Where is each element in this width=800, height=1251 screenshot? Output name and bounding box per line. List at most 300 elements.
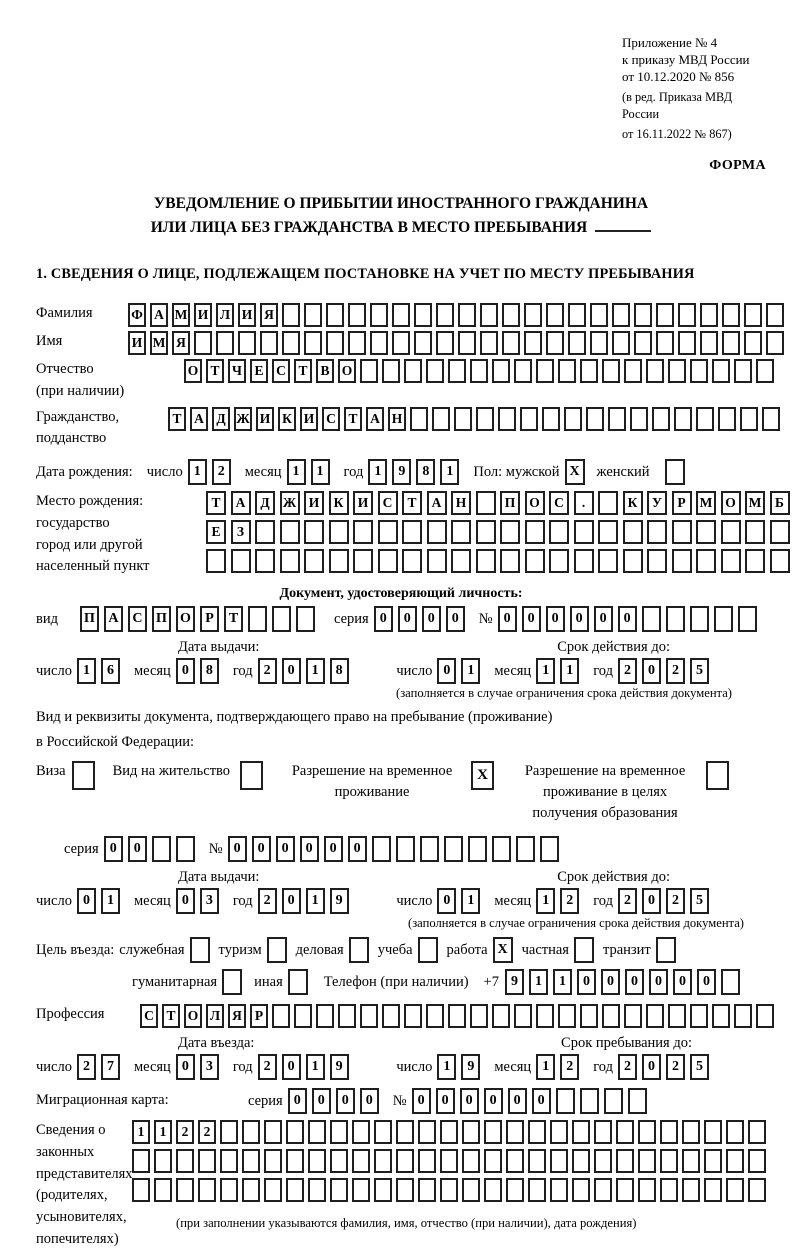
char-box[interactable] <box>286 1178 304 1202</box>
char-box[interactable] <box>396 1178 414 1202</box>
char-box[interactable]: 0 <box>398 606 417 632</box>
char-box[interactable] <box>748 1178 766 1202</box>
char-box[interactable] <box>612 331 630 355</box>
char-box[interactable] <box>396 836 415 862</box>
char-box[interactable] <box>540 836 559 862</box>
char-box[interactable] <box>427 520 447 544</box>
char-box[interactable] <box>348 331 366 355</box>
char-box[interactable] <box>549 549 569 573</box>
char-box[interactable] <box>568 331 586 355</box>
char-box[interactable]: 0 <box>437 888 456 914</box>
char-box[interactable]: 1 <box>311 459 330 485</box>
char-box[interactable]: 1 <box>154 1120 172 1144</box>
char-box[interactable]: Н <box>451 491 471 515</box>
char-box[interactable]: Д <box>255 491 275 515</box>
char-box[interactable]: А <box>190 407 208 431</box>
char-box[interactable] <box>623 520 643 544</box>
char-box[interactable] <box>392 331 410 355</box>
char-box[interactable] <box>690 1004 708 1028</box>
checkbox-tranzit[interactable] <box>656 937 676 963</box>
char-box[interactable] <box>462 1149 480 1173</box>
checkbox-inaya[interactable] <box>288 969 308 995</box>
char-box[interactable] <box>546 303 564 327</box>
char-box[interactable] <box>598 549 618 573</box>
char-box[interactable] <box>353 549 373 573</box>
char-box[interactable] <box>580 1088 599 1114</box>
char-box[interactable] <box>572 1120 590 1144</box>
char-box[interactable] <box>353 520 373 544</box>
char-box[interactable] <box>718 407 736 431</box>
char-box[interactable] <box>378 520 398 544</box>
char-box[interactable] <box>458 331 476 355</box>
char-box[interactable] <box>528 1120 546 1144</box>
char-box[interactable]: 1 <box>536 1054 555 1080</box>
char-box[interactable]: 1 <box>306 1054 325 1080</box>
char-box[interactable] <box>682 1149 700 1173</box>
char-box[interactable] <box>525 549 545 573</box>
char-box[interactable] <box>480 331 498 355</box>
char-box[interactable] <box>440 1178 458 1202</box>
char-box[interactable]: Р <box>672 491 692 515</box>
char-box[interactable] <box>326 331 344 355</box>
char-box[interactable]: 7 <box>101 1054 120 1080</box>
char-box[interactable] <box>586 407 604 431</box>
char-box[interactable] <box>678 303 696 327</box>
char-box[interactable] <box>700 331 718 355</box>
char-box[interactable]: 9 <box>330 888 349 914</box>
char-box[interactable] <box>492 359 510 383</box>
char-box[interactable]: Я <box>172 331 190 355</box>
char-box[interactable]: 1 <box>461 888 480 914</box>
char-box[interactable]: Т <box>402 491 422 515</box>
char-box[interactable]: 0 <box>498 606 517 632</box>
char-box[interactable] <box>528 1149 546 1173</box>
char-box[interactable]: 0 <box>252 836 271 862</box>
char-box[interactable] <box>206 549 226 573</box>
char-box[interactable] <box>525 520 545 544</box>
char-box[interactable] <box>704 1120 722 1144</box>
char-box[interactable] <box>484 1120 502 1144</box>
char-box[interactable] <box>418 1120 436 1144</box>
char-box[interactable]: А <box>366 407 384 431</box>
char-box[interactable] <box>598 520 618 544</box>
char-box[interactable] <box>638 1120 656 1144</box>
char-box[interactable]: 2 <box>560 1054 579 1080</box>
char-box[interactable]: 0 <box>642 888 661 914</box>
checkbox-rabota[interactable]: X <box>493 937 513 963</box>
checkbox-chastnaya[interactable] <box>574 937 594 963</box>
char-box[interactable] <box>220 1120 238 1144</box>
char-box[interactable] <box>726 1120 744 1144</box>
char-box[interactable]: 2 <box>212 459 231 485</box>
char-box[interactable]: 8 <box>416 459 435 485</box>
char-box[interactable]: А <box>150 303 168 327</box>
char-box[interactable]: 2 <box>258 888 277 914</box>
char-box[interactable]: Л <box>206 1004 224 1028</box>
char-box[interactable]: 0 <box>697 969 716 995</box>
char-box[interactable]: 2 <box>618 1054 637 1080</box>
char-box[interactable] <box>476 549 496 573</box>
char-box[interactable] <box>484 1149 502 1173</box>
char-box[interactable] <box>502 331 520 355</box>
char-box[interactable] <box>451 549 471 573</box>
char-box[interactable]: 0 <box>176 658 195 684</box>
char-box[interactable]: 1 <box>560 658 579 684</box>
char-box[interactable] <box>524 303 542 327</box>
char-box[interactable] <box>260 331 278 355</box>
char-box[interactable]: 0 <box>649 969 668 995</box>
char-box[interactable] <box>414 331 432 355</box>
char-box[interactable] <box>721 969 740 995</box>
char-box[interactable] <box>726 1149 744 1173</box>
char-box[interactable] <box>238 331 256 355</box>
char-box[interactable] <box>329 520 349 544</box>
char-box[interactable] <box>564 407 582 431</box>
char-box[interactable]: А <box>427 491 447 515</box>
char-box[interactable] <box>248 606 267 632</box>
char-box[interactable] <box>396 1149 414 1173</box>
char-box[interactable] <box>756 1004 774 1028</box>
char-box[interactable]: Р <box>250 1004 268 1028</box>
char-box[interactable] <box>330 1178 348 1202</box>
char-box[interactable] <box>352 1120 370 1144</box>
char-box[interactable] <box>556 1088 575 1114</box>
char-box[interactable] <box>726 1178 744 1202</box>
char-box[interactable]: С <box>322 407 340 431</box>
char-box[interactable] <box>580 1004 598 1028</box>
char-box[interactable] <box>744 331 762 355</box>
char-box[interactable]: 1 <box>440 459 459 485</box>
char-box[interactable] <box>132 1178 150 1202</box>
char-box[interactable] <box>370 303 388 327</box>
char-box[interactable] <box>590 303 608 327</box>
char-box[interactable]: 8 <box>200 658 219 684</box>
char-box[interactable] <box>666 606 685 632</box>
char-box[interactable] <box>410 407 428 431</box>
char-box[interactable] <box>630 407 648 431</box>
char-box[interactable] <box>255 520 275 544</box>
char-box[interactable] <box>721 520 741 544</box>
char-box[interactable] <box>220 1178 238 1202</box>
char-box[interactable]: 9 <box>461 1054 480 1080</box>
char-box[interactable] <box>616 1149 634 1173</box>
char-box[interactable] <box>480 303 498 327</box>
char-box[interactable] <box>152 836 171 862</box>
char-box[interactable]: 1 <box>461 658 480 684</box>
char-box[interactable] <box>634 303 652 327</box>
char-box[interactable]: 0 <box>422 606 441 632</box>
char-box[interactable]: 0 <box>642 1054 661 1080</box>
char-box[interactable] <box>462 1178 480 1202</box>
char-box[interactable] <box>255 549 275 573</box>
char-box[interactable]: 6 <box>101 658 120 684</box>
char-box[interactable]: 1 <box>437 1054 456 1080</box>
char-box[interactable] <box>616 1120 634 1144</box>
char-box[interactable] <box>436 303 454 327</box>
char-box[interactable]: Т <box>206 359 224 383</box>
char-box[interactable] <box>634 331 652 355</box>
char-box[interactable] <box>660 1178 678 1202</box>
char-box[interactable]: Т <box>168 407 186 431</box>
char-box[interactable] <box>352 1149 370 1173</box>
checkbox-male[interactable]: X <box>565 459 585 485</box>
char-box[interactable] <box>458 303 476 327</box>
char-box[interactable]: Ч <box>228 359 246 383</box>
char-box[interactable] <box>304 303 322 327</box>
char-box[interactable] <box>536 1004 554 1028</box>
char-box[interactable]: 2 <box>666 658 685 684</box>
char-box[interactable] <box>264 1178 282 1202</box>
char-box[interactable]: 0 <box>546 606 565 632</box>
char-box[interactable] <box>330 1120 348 1144</box>
char-box[interactable] <box>282 303 300 327</box>
char-box[interactable]: 2 <box>77 1054 96 1080</box>
char-box[interactable] <box>542 407 560 431</box>
char-box[interactable] <box>242 1149 260 1173</box>
char-box[interactable] <box>668 359 686 383</box>
char-box[interactable] <box>402 549 422 573</box>
char-box[interactable] <box>678 331 696 355</box>
char-box[interactable] <box>316 1004 334 1028</box>
char-box[interactable] <box>594 1178 612 1202</box>
char-box[interactable]: 0 <box>642 658 661 684</box>
char-box[interactable]: 1 <box>306 658 325 684</box>
char-box[interactable] <box>154 1149 172 1173</box>
char-box[interactable] <box>272 1004 290 1028</box>
char-box[interactable] <box>404 359 422 383</box>
char-box[interactable]: Т <box>344 407 362 431</box>
char-box[interactable]: В <box>316 359 334 383</box>
char-box[interactable] <box>330 1149 348 1173</box>
char-box[interactable] <box>734 359 752 383</box>
char-box[interactable] <box>536 359 554 383</box>
char-box[interactable]: О <box>525 491 545 515</box>
char-box[interactable] <box>304 520 324 544</box>
char-box[interactable]: 0 <box>532 1088 551 1114</box>
char-box[interactable] <box>296 606 315 632</box>
char-box[interactable]: К <box>329 491 349 515</box>
char-box[interactable]: М <box>696 491 716 515</box>
char-box[interactable] <box>176 1149 194 1173</box>
char-box[interactable]: 0 <box>282 1054 301 1080</box>
char-box[interactable]: 2 <box>618 658 637 684</box>
char-box[interactable] <box>462 1120 480 1144</box>
char-box[interactable] <box>470 359 488 383</box>
char-box[interactable]: О <box>338 359 356 383</box>
char-box[interactable]: С <box>549 491 569 515</box>
char-box[interactable]: 0 <box>360 1088 379 1114</box>
char-box[interactable]: 1 <box>132 1120 150 1144</box>
char-box[interactable] <box>602 359 620 383</box>
char-box[interactable]: П <box>152 606 171 632</box>
char-box[interactable]: П <box>500 491 520 515</box>
char-box[interactable] <box>668 1004 686 1028</box>
char-box[interactable]: Ж <box>234 407 252 431</box>
char-box[interactable] <box>470 1004 488 1028</box>
char-box[interactable] <box>722 331 740 355</box>
char-box[interactable]: 0 <box>446 606 465 632</box>
char-box[interactable] <box>714 606 733 632</box>
char-box[interactable]: 0 <box>312 1088 331 1114</box>
char-box[interactable]: Т <box>294 359 312 383</box>
char-box[interactable] <box>628 1088 647 1114</box>
char-box[interactable] <box>392 303 410 327</box>
char-box[interactable] <box>528 1178 546 1202</box>
char-box[interactable] <box>748 1149 766 1173</box>
char-box[interactable]: Я <box>228 1004 246 1028</box>
char-box[interactable]: 3 <box>200 888 219 914</box>
char-box[interactable] <box>476 491 496 515</box>
checkbox-edu-permit[interactable] <box>706 761 729 790</box>
char-box[interactable] <box>396 1120 414 1144</box>
char-box[interactable] <box>712 1004 730 1028</box>
char-box[interactable]: 0 <box>282 658 301 684</box>
char-box[interactable] <box>506 1149 524 1173</box>
char-box[interactable] <box>574 549 594 573</box>
char-box[interactable]: 1 <box>536 888 555 914</box>
char-box[interactable] <box>370 331 388 355</box>
char-box[interactable]: С <box>128 606 147 632</box>
char-box[interactable] <box>492 836 511 862</box>
char-box[interactable]: 9 <box>505 969 524 995</box>
char-box[interactable] <box>616 1178 634 1202</box>
char-box[interactable]: И <box>128 331 146 355</box>
char-box[interactable]: 0 <box>601 969 620 995</box>
char-box[interactable]: И <box>300 407 318 431</box>
char-box[interactable]: 0 <box>522 606 541 632</box>
char-box[interactable] <box>352 1178 370 1202</box>
char-box[interactable] <box>740 407 758 431</box>
char-box[interactable]: 3 <box>200 1054 219 1080</box>
char-box[interactable] <box>304 549 324 573</box>
char-box[interactable] <box>604 1088 623 1114</box>
char-box[interactable] <box>308 1149 326 1173</box>
char-box[interactable] <box>520 407 538 431</box>
char-box[interactable] <box>572 1178 590 1202</box>
char-box[interactable] <box>500 549 520 573</box>
char-box[interactable]: З <box>231 520 251 544</box>
char-box[interactable] <box>326 303 344 327</box>
char-box[interactable] <box>198 1149 216 1173</box>
checkbox-turizm[interactable] <box>267 937 287 963</box>
char-box[interactable] <box>646 359 664 383</box>
char-box[interactable] <box>738 606 757 632</box>
char-box[interactable]: . <box>574 491 594 515</box>
char-box[interactable]: 9 <box>392 459 411 485</box>
char-box[interactable] <box>624 359 642 383</box>
char-box[interactable] <box>154 1178 172 1202</box>
char-box[interactable]: 2 <box>258 1054 277 1080</box>
char-box[interactable] <box>242 1178 260 1202</box>
checkbox-delovaya[interactable] <box>349 937 369 963</box>
char-box[interactable] <box>672 549 692 573</box>
char-box[interactable]: 0 <box>570 606 589 632</box>
char-box[interactable]: 0 <box>288 1088 307 1114</box>
char-box[interactable] <box>524 331 542 355</box>
char-box[interactable]: Ж <box>280 491 300 515</box>
char-box[interactable] <box>484 1178 502 1202</box>
char-box[interactable] <box>360 359 378 383</box>
char-box[interactable] <box>448 359 466 383</box>
checkbox-residence-permit[interactable] <box>240 761 263 790</box>
char-box[interactable] <box>280 549 300 573</box>
char-box[interactable]: 1 <box>553 969 572 995</box>
char-box[interactable]: И <box>304 491 324 515</box>
char-box[interactable] <box>468 836 487 862</box>
char-box[interactable]: 0 <box>484 1088 503 1114</box>
char-box[interactable]: 1 <box>536 658 555 684</box>
char-box[interactable]: К <box>623 491 643 515</box>
char-box[interactable] <box>427 549 447 573</box>
char-box[interactable] <box>646 1004 664 1028</box>
char-box[interactable] <box>598 491 618 515</box>
char-box[interactable] <box>231 549 251 573</box>
char-box[interactable] <box>608 407 626 431</box>
char-box[interactable] <box>506 1120 524 1144</box>
char-box[interactable] <box>770 549 790 573</box>
char-box[interactable]: И <box>353 491 373 515</box>
checkbox-sluzhebnaya[interactable] <box>190 937 210 963</box>
checkbox-temp-permit[interactable]: X <box>471 761 494 790</box>
char-box[interactable] <box>602 1004 620 1028</box>
char-box[interactable] <box>382 1004 400 1028</box>
char-box[interactable]: 0 <box>437 658 456 684</box>
char-box[interactable] <box>558 359 576 383</box>
char-box[interactable]: 0 <box>618 606 637 632</box>
char-box[interactable]: Т <box>224 606 243 632</box>
char-box[interactable]: 2 <box>176 1120 194 1144</box>
char-box[interactable] <box>642 606 661 632</box>
char-box[interactable]: С <box>378 491 398 515</box>
char-box[interactable] <box>745 549 765 573</box>
char-box[interactable] <box>216 331 234 355</box>
char-box[interactable]: О <box>184 1004 202 1028</box>
char-box[interactable] <box>308 1120 326 1144</box>
char-box[interactable]: 0 <box>176 888 195 914</box>
char-box[interactable]: 0 <box>300 836 319 862</box>
char-box[interactable] <box>454 407 472 431</box>
char-box[interactable] <box>638 1178 656 1202</box>
char-box[interactable] <box>374 1149 392 1173</box>
char-box[interactable] <box>451 520 471 544</box>
char-box[interactable] <box>550 1149 568 1173</box>
char-box[interactable] <box>647 549 667 573</box>
char-box[interactable] <box>762 407 780 431</box>
char-box[interactable]: Б <box>770 491 790 515</box>
char-box[interactable]: 0 <box>625 969 644 995</box>
char-box[interactable] <box>374 1120 392 1144</box>
char-box[interactable] <box>623 549 643 573</box>
char-box[interactable]: У <box>647 491 667 515</box>
char-box[interactable]: Ф <box>128 303 146 327</box>
char-box[interactable] <box>748 1120 766 1144</box>
checkbox-ucheba[interactable] <box>418 937 438 963</box>
char-box[interactable] <box>242 1120 260 1144</box>
char-box[interactable] <box>432 407 450 431</box>
char-box[interactable] <box>264 1120 282 1144</box>
char-box[interactable] <box>690 606 709 632</box>
char-box[interactable] <box>656 303 674 327</box>
char-box[interactable] <box>420 836 439 862</box>
char-box[interactable] <box>378 549 398 573</box>
char-box[interactable] <box>722 303 740 327</box>
char-box[interactable] <box>500 520 520 544</box>
char-box[interactable] <box>194 331 212 355</box>
char-box[interactable] <box>682 1178 700 1202</box>
char-box[interactable] <box>594 1149 612 1173</box>
char-box[interactable]: 2 <box>618 888 637 914</box>
char-box[interactable] <box>280 520 300 544</box>
